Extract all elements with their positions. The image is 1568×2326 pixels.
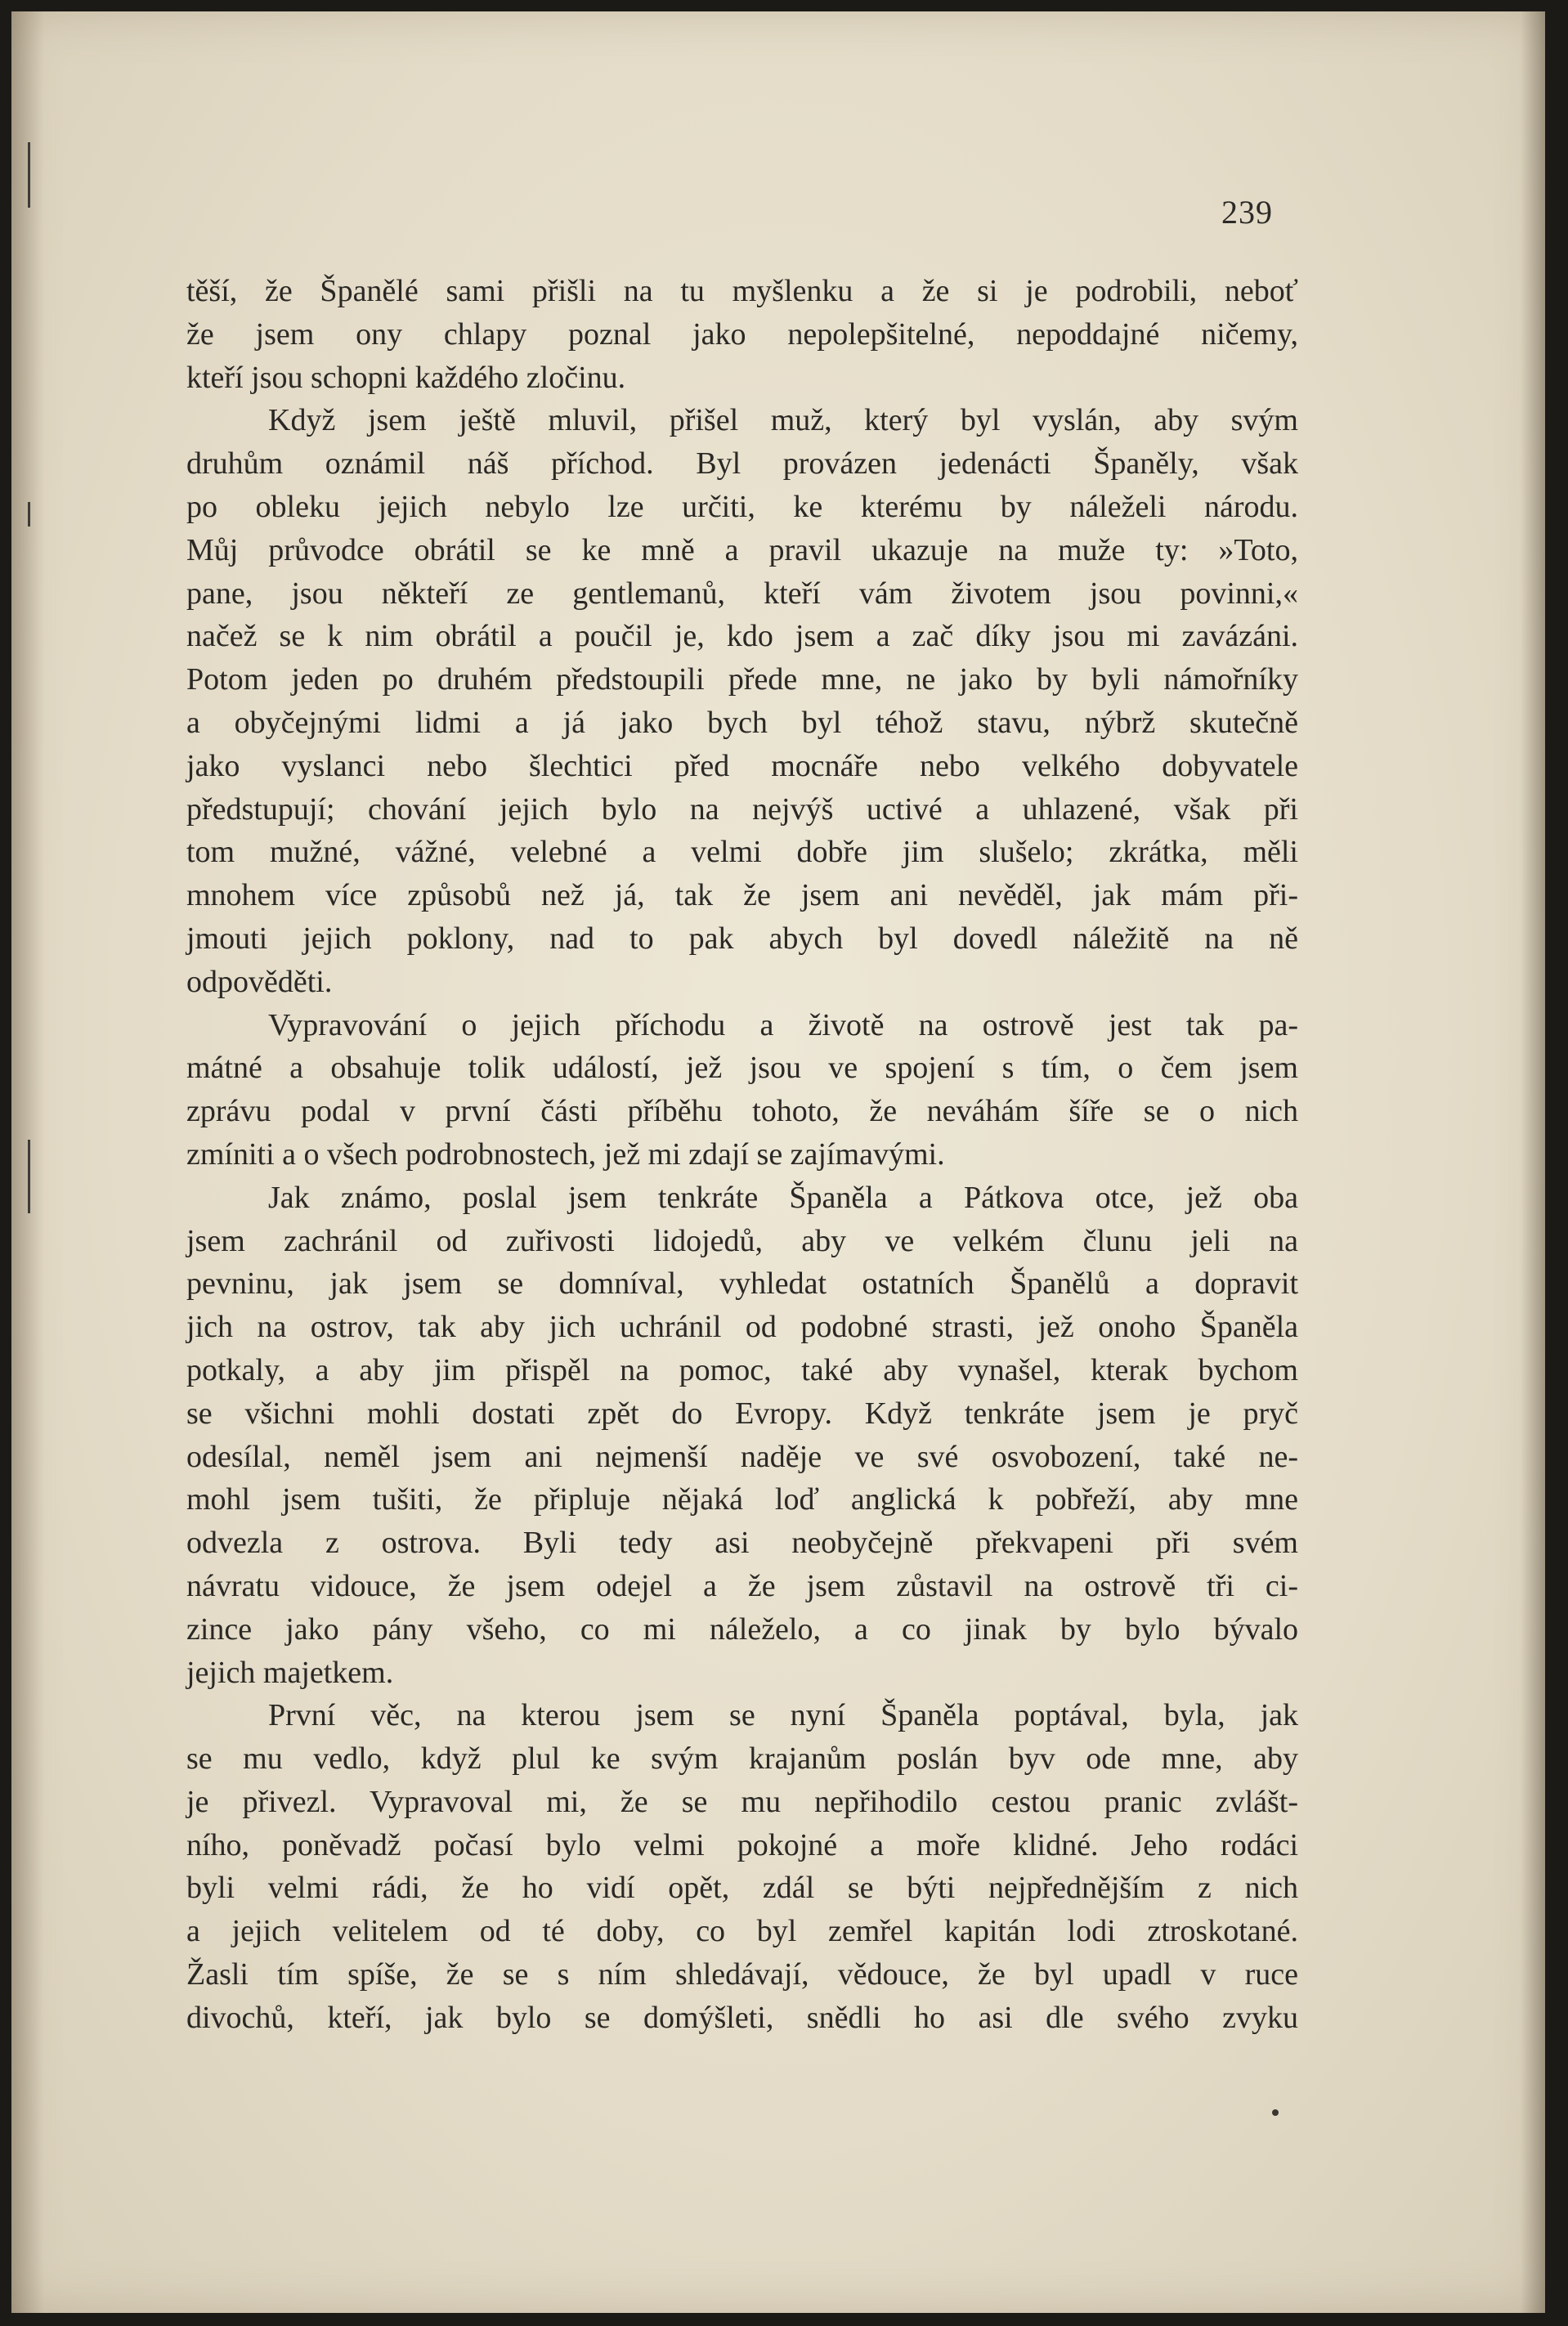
text-line: načež se k nim obrátil a poučil je, kdo jsem a zač díky jsou mi zavázáni. <box>186 619 1298 654</box>
text-line: se mu vedlo, když plul ke svým krajanům poslán byv ode mne, aby <box>186 1741 1298 1777</box>
book-page <box>11 11 1545 2313</box>
text-line: Potom jeden po druhém předstoupili přede mne, ne jako by byli námořníky <box>186 662 1298 697</box>
text-line: tom mužné, vážné, velebné a velmi dobře jim slušelo; zkrátka, měli <box>186 835 1298 870</box>
paragraph-1 <box>186 270 1298 399</box>
text-line: a jejich velitelem od té doby, co byl zemřel kapitán lodi ztroskotané. <box>186 1914 1298 1949</box>
text-line: kteří jsou schopni každého zločinu. <box>186 360 626 395</box>
page-edge-shadow <box>1521 11 1545 2313</box>
text-line: se všichni mohli dostati zpět do Evropy. Když tenkráte jsem je pryč <box>186 1396 1298 1431</box>
text-line: mátné a obsahuje tolik událostí, jež jsou ve spojení s tím, o čem jsem <box>186 1051 1298 1086</box>
text-line: Vypravování o jejich příchodu a životě na ostrově jest tak pa- <box>268 1007 1298 1042</box>
text-line: mohl jsem tušiti, že připluje nějaká loď anglická k pobřeží, aby mne <box>186 1482 1298 1517</box>
text-line: je přivezl. Vypravoval mi, že se mu nepřihodilo cestou pranic zvlášt- <box>186 1784 1298 1819</box>
text-line: Žasli tím spíše, že se s ním shledávají, vědouce, že byl upadl v ruce <box>186 1957 1298 1992</box>
text-line: zprávu podal v první části příběhu tohoto, že neváhám šíře se o nich <box>186 1094 1298 1129</box>
text-line: Jak známo, poslal jsem tenkráte Španěla a Pátkova otce, jež oba <box>268 1180 1298 1215</box>
paragraph-5 <box>186 1694 1298 2039</box>
text-line: odesílal, neměl jsem ani nejmenší naděje ve své osvobození, také ne- <box>186 1439 1298 1474</box>
paragraph-4 <box>186 1176 1298 1695</box>
text-line: odpověděti. <box>186 964 333 999</box>
text-line: Můj průvodce obrátil se ke mně a pravil ukazuje na muže ty: »Toto, <box>186 532 1298 567</box>
text-line: že jsem ony chlapy poznal jako nepolepšitelné, nepoddajné ničemy, <box>186 316 1298 352</box>
text-line: První věc, na kterou jsem se nyní Španěla poptával, byla, jak <box>268 1698 1298 1733</box>
text-line: jmouti jejich poklony, nad to pak abych byl dovedl náležitě na ně <box>186 921 1298 956</box>
text-line: těší, že Španělé sami přišli na tu myšlenku a že si je podrobili, neboť <box>186 274 1298 308</box>
page-number: 239 <box>1221 194 1273 231</box>
text-line: zmíniti a o všech podrobnostech, jež mi zdají se zajímavými. <box>186 1136 945 1172</box>
text-line: pane, jsou někteří ze gentlemanů, kteří vám životem jsou povinni,« <box>186 576 1298 611</box>
text-line: jich na ostrov, tak aby jich uchránil od podobné strasti, jež onoho Španěla <box>186 1310 1298 1345</box>
text-line: mnohem více způsobů než já, tak že jsem ani nevěděl, jak mám při- <box>186 878 1298 913</box>
text-line: druhům oznámil náš příchod. Byl provázen jedenácti Španěly, však <box>186 446 1298 482</box>
text-line: jako vyslanci nebo šlechtici před mocnáře nebo velkého dobyvatele <box>186 748 1298 783</box>
text-line: byli velmi rádi, že ho vidí opět, zdál se býti nejpřednějším z nich <box>186 1871 1298 1906</box>
body-text <box>186 270 1298 2040</box>
text-line: a obyčejnými lidmi a já jako bych byl téhož stavu, nýbrž skutečně <box>186 705 1298 740</box>
text-line: předstupují; chování jejich bylo na nejvýš uctivé a uhlazené, však při <box>186 791 1298 827</box>
margin-mark <box>28 1140 30 1213</box>
text-line: jejich majetkem. <box>186 1655 394 1690</box>
text-line: odvezla z ostrova. Byli tedy asi neobyčejně překvapeni při svém <box>186 1526 1298 1561</box>
margin-mark <box>28 502 30 527</box>
text-line: pevninu, jak jsem se domníval, vyhledat ostatních Španělů a dopravit <box>186 1266 1298 1302</box>
paragraph-2 <box>186 399 1298 1003</box>
ink-dot <box>1272 2109 1279 2116</box>
text-line: po obleku jejich nebylo lze určiti, ke kterému by náleželi národu. <box>186 489 1298 524</box>
text-line: návratu vidouce, že jsem odejel a že jsem zůstavil na ostrově tři ci- <box>186 1568 1298 1603</box>
text-line: zince jako pány všeho, co mi náleželo, a co jinak by bylo bývalo <box>186 1611 1298 1647</box>
text-line: jsem zachránil od zuřivosti lidojedů, aby ve velkém člunu jeli na <box>186 1223 1298 1258</box>
text-line: Když jsem ještě mluvil, přišel muž, který byl vyslán, aby svým <box>268 403 1298 438</box>
text-line: ního, poněvadž počasí bylo velmi pokojné a moře klidné. Jeho rodáci <box>186 1827 1298 1862</box>
margin-mark <box>28 142 30 208</box>
text-line: divochů, kteří, jak bylo se domýšleti, snědli ho asi dle svého zvyku <box>186 2000 1298 2035</box>
text-line: potkaly, a aby jim přispěl na pomoc, také aby vynašel, kterak bychom <box>186 1352 1298 1387</box>
paragraph-3 <box>186 1004 1298 1176</box>
